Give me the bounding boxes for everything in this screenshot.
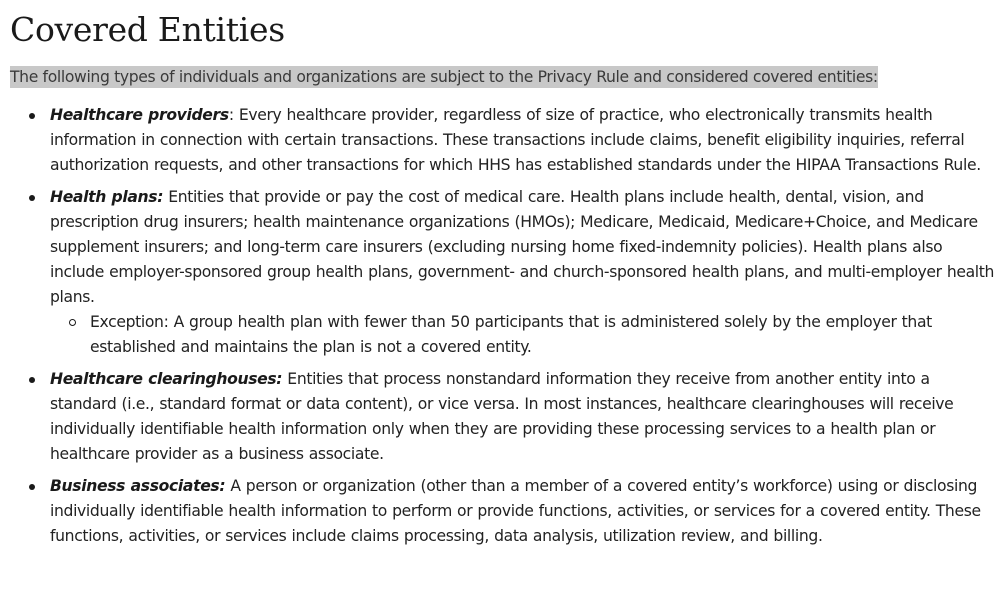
description-healthcare-providers: : Every healthcare provider, regardless of size of practice, who electronically transmits health information in connection with certain transactions. These transactions include claims, benefit eligibility inquiries, referral authorization requests, and other transactions for which HHS has established standards under the HIPAA Transactions Rule. — [50, 106, 981, 174]
intro-paragraph — [10, 66, 995, 89]
covered-entities-list — [10, 103, 995, 549]
list-item-health-plans — [50, 185, 995, 360]
term-business-associates: Business associates: — [50, 477, 226, 495]
description-health-plans: Entities that provide or pay the cost of medical care. Health plans include health, dental, vision, and prescription drug insurers; health maintenance organizations (HMOs); Medicare, Medicaid, Medicare+Choice, and Medicare supplement insurers; and long-term care insurers (excluding nursing home fixed-indemnity policies). Health plans also include employer-sponsored group health plans, government- and church-sponsored health plans, and multi-employer health plans. — [50, 188, 995, 306]
description-business-associates: A person or organization (other than a member of a covered entity’s workforce) using or disclosing individually identifiable health information to perform or provide functions, activities, or services for a covered entity. These functions, activities, or services include claims processing, data analysis, utilization review, and billing. — [50, 477, 981, 545]
article — [10, 0, 995, 556]
sublist-item-exception: Exception: A group health plan with fewer than 50 participants that is administered solely by the employer that established and maintains the plan is not a covered entity. — [90, 310, 995, 360]
list-item-business-associates — [50, 474, 995, 549]
list-item-healthcare-clearinghouses — [50, 367, 995, 467]
page-title: Covered Entities — [10, 10, 285, 49]
description-healthcare-clearinghouses: Entities that process nonstandard information they receive from another entity into a standard (i.e., standard format or data content), or vice versa. In most instances, healthcare clearinghouses will receive individually identifiable health information only when they are providing these processing services to a health plan or healthcare provider as a business associate. — [50, 370, 954, 463]
health-plans-sublist — [50, 310, 995, 360]
term-healthcare-clearinghouses: Healthcare clearinghouses: — [50, 370, 283, 388]
highlighted-intro-text: The following types of individuals and organizations are subject to the Privacy Rule and considered covered entities: — [10, 68, 878, 86]
term-health-plans: Health plans: — [50, 188, 164, 206]
term-healthcare-providers: Healthcare providers — [50, 106, 229, 124]
list-item-healthcare-providers — [50, 103, 995, 178]
